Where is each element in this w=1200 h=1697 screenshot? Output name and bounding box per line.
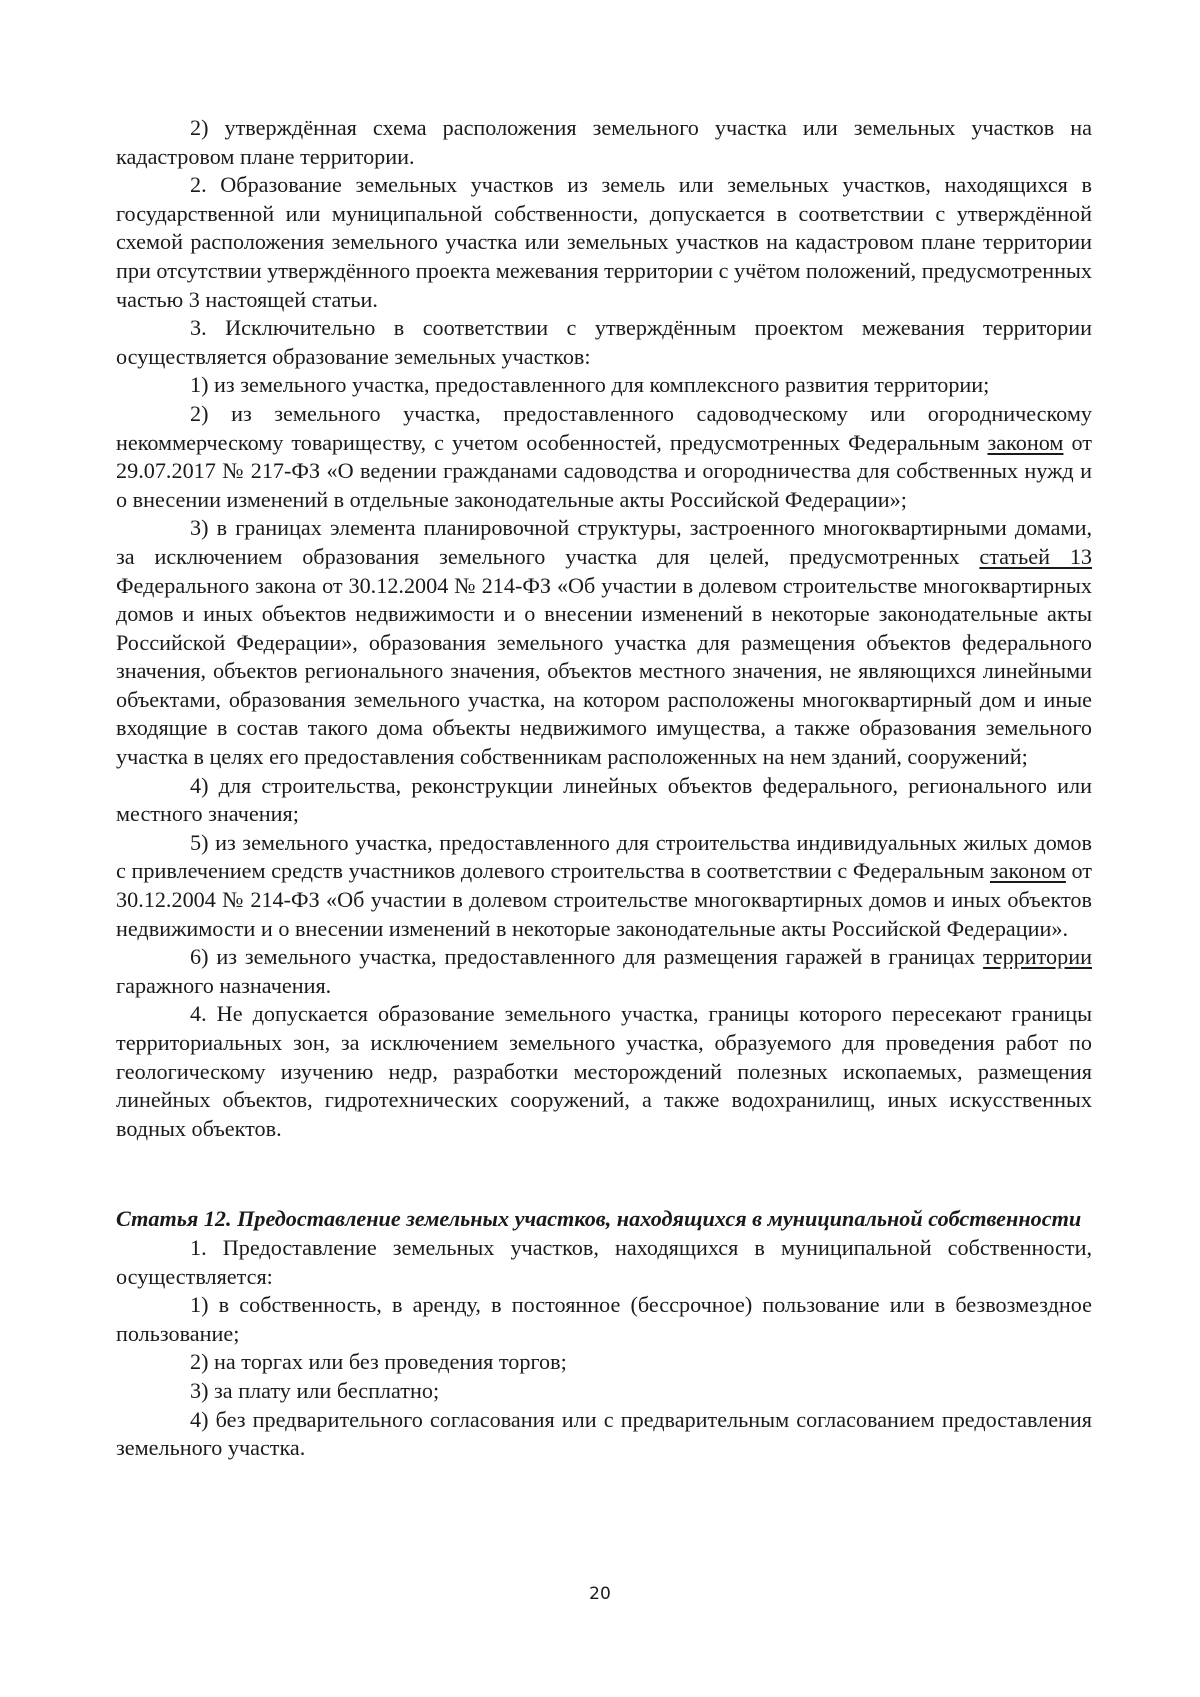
paragraph-text: 2) утверждённая схема расположения земельного участка или земельных участков на кадастровом плане территории. — [116, 115, 1092, 169]
paragraph-p2 — [116, 171, 1092, 314]
paragraph-text: 4) без предварительного согласования или с предварительным согласованием предоставления земельного участка. — [116, 1406, 1092, 1461]
paragraph-p1 — [116, 114, 1092, 171]
paragraph-p10 — [116, 1000, 1092, 1143]
legal-reference-link[interactable]: законом — [989, 858, 1066, 884]
page-number: 20 — [589, 1584, 611, 1604]
article-12-body — [116, 1234, 1092, 1463]
paragraph-text: 3. Исключительно в соответствии с утверждённым проектом межевания территории осуществляется образование земельных участков: — [116, 315, 1092, 369]
paragraph-p13 — [116, 1348, 1092, 1377]
article-heading: Статья 12. Предоставление земельных участков, находящихся в муниципальной собственности — [116, 1206, 1082, 1232]
paragraph-text: гаражного назначения. — [116, 972, 332, 998]
paragraph-p6 — [116, 514, 1092, 771]
paragraph-text: 4. Не допускается образование земельного участка, границы которого пересекают границы территориальных зон, за исключением земельного участка, образуемого для проведения работ по геологическому изучению недр, разработки месторождений полезных ископаемых, размещения линейных объектов, гидротехнических сооружений, а также водохранилищ, иных искусственных водных объектов. — [116, 1001, 1092, 1141]
paragraph-text: 2) на торгах или без проведения торгов; — [190, 1349, 567, 1375]
paragraph-text: 3) в границах элемента планировочной структуры, застроенного многоквартирными домами, за исключением образования земельного участка для целей, предусмотренных — [116, 515, 1092, 569]
paragraph-p7 — [116, 772, 1092, 829]
paragraph-text: Федерального закона от 30.12.2004 № 214-ФЗ «Об участии в долевом строительстве многоквартирных домов и иных объектов недвижимости и о внесении изменений в некоторые законодательные акты Российской Федерации», образования земельного участка для размещения объектов федерального значения, объектов регионального значения, объектов местного значения, не являющихся линейными объектами, образования земельного участка, на котором расположены многоквартирный дом и иные входящие в состав такого дома объекты недвижимого имущества, а также образования земельного участка в целях его предоставления собственникам расположенных на нем зданий, сооружений; — [116, 572, 1092, 770]
paragraph-p14 — [116, 1377, 1092, 1406]
paragraph-text: от 29.07.2017 № 217-ФЗ «О ведении гражданами садоводства и огородничества для собственных нужд и о внесении изменений в отдельные законодательные акты Российской Федерации»; — [116, 429, 1092, 512]
paragraph-p9 — [116, 943, 1092, 1000]
paragraph-text: 4) для строительства, реконструкции линейных объектов федерального, регионального или местного значения; — [116, 772, 1092, 827]
article-11-continuation — [116, 114, 1092, 1143]
legal-reference-link[interactable]: территории — [983, 944, 1092, 970]
paragraph-text: 3) за плату или бесплатно; — [190, 1377, 440, 1403]
paragraph-text: от 30.12.2004 № 214-ФЗ «Об участии в долевом строительстве многоквартирных домов и иных объектов недвижимости и о внесении изменений в некоторые законодательные акты Российской Федерации». — [116, 858, 1093, 941]
paragraph-p12 — [116, 1291, 1092, 1348]
paragraph-p5 — [116, 400, 1092, 514]
paragraph-p11 — [116, 1234, 1092, 1291]
paragraph-text: 5) из земельного участка, предоставленного для строительства индивидуальных жилых домов с привлечением средств участников долевого строительства в соответствии с Федеральным — [116, 829, 1092, 884]
paragraph-p4 — [116, 371, 1092, 400]
paragraph-text: 6) из земельного участка, предоставленного для размещения гаражей в границах — [190, 944, 984, 970]
legal-reference-link[interactable]: статьей 13 — [979, 543, 1093, 569]
paragraph-text: 1. Предоставление земельных участков, находящихся в муниципальной собственности, осуществляется: — [116, 1234, 1092, 1289]
document-page — [116, 114, 1092, 1463]
paragraph-p15 — [116, 1406, 1092, 1463]
paragraph-p3 — [116, 314, 1092, 371]
paragraph-text: 1) в собственность, в аренду, в постоянное (бессрочное) пользование или в безвозмездное пользование; — [116, 1292, 1092, 1346]
paragraph-p8 — [116, 829, 1092, 943]
paragraph-text: 2. Образование земельных участков из земель или земельных участков, находящихся в государственной или муниципальной собственности, допускается в соответствии с утверждённой схемой расположения земельного участка или земельных участков на кадастровом плане территории при отсутствии утверждённого проекта межевания территории с учётом положений, предусмотренных частью 3 настоящей статьи. — [116, 172, 1092, 312]
legal-reference-link[interactable]: законом — [987, 429, 1064, 455]
paragraph-text: 1) из земельного участка, предоставленного для комплексного развития территории; — [190, 372, 990, 398]
paragraph-text: 2) из земельного участка, предоставленного садоводческому или огородническому некоммерческому товариществу, с учетом особенностей, предусмотренных Федеральным — [116, 400, 1092, 455]
